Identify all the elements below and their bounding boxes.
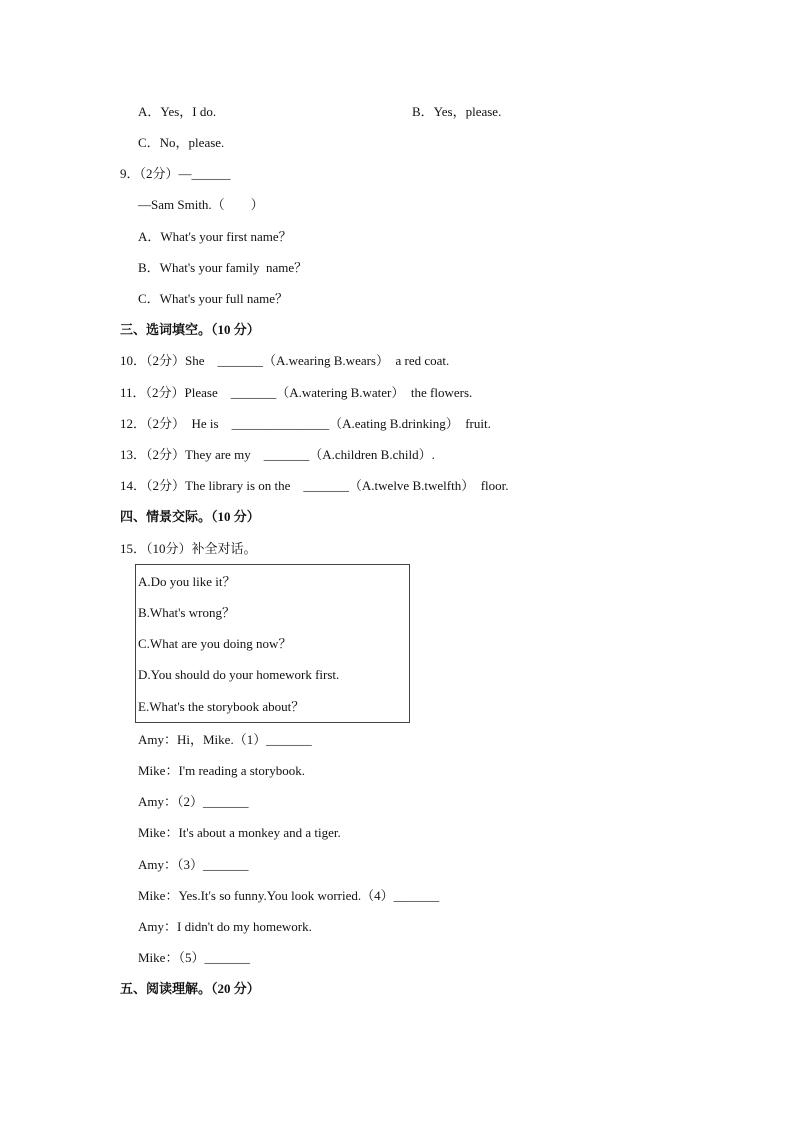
question-15-stem: 15．（10分）补全对话。 bbox=[120, 541, 257, 556]
section4-heading: 四、情景交际。（10 分） bbox=[120, 509, 260, 524]
q9-option-b: B．What's your family name？ bbox=[138, 260, 308, 275]
question-11: 11．（2分）Please _______（A.watering B.water） the flowers. bbox=[120, 385, 473, 400]
option-b: B.What's wrong？ bbox=[138, 605, 235, 620]
option-e: E.What's the storybook about？ bbox=[138, 699, 305, 714]
dialogue-line-7: Amy：I didn't do my homework. bbox=[138, 919, 312, 934]
option-a: A.Do you like it？ bbox=[138, 574, 236, 589]
question-10: 10．（2分）She _______（A.wearing B.wears） a red coat. bbox=[120, 353, 450, 368]
section3-heading: 三、选词填空。（10 分） bbox=[120, 322, 260, 337]
q9-stem: 9．（2分）—______ bbox=[120, 166, 231, 181]
section5-heading: 五、阅读理解。（20 分） bbox=[120, 981, 260, 996]
dialogue-line-8: Mike：（5）_______ bbox=[138, 950, 250, 965]
question-12: 12．（2分） He is _______________（A.eating B.drinking） fruit. bbox=[120, 416, 491, 431]
q8-option-c: C．No，please. bbox=[138, 135, 225, 150]
dialogue-line-6: Mike：Yes.It's so funny.You look worried.（4）_______ bbox=[138, 888, 440, 903]
option-d: D.You should do your homework first. bbox=[138, 667, 340, 682]
dialogue-line-1: Amy：Hi，Mike.（1）_______ bbox=[138, 732, 312, 747]
q9-answer-line: —Sam Smith.（ ） bbox=[138, 197, 264, 212]
dialogue-line-3: Amy：（2）_______ bbox=[138, 794, 249, 809]
question-14: 14．（2分）The library is on the _______（A.twelve B.twelfth） floor. bbox=[120, 478, 509, 493]
dialogue-line-4: Mike：It's about a monkey and a tiger. bbox=[138, 825, 341, 840]
dialogue-line-5: Amy：（3）_______ bbox=[138, 857, 249, 872]
q8-option-a: A．Yes，I do. bbox=[138, 104, 217, 119]
option-c: C.What are you doing now？ bbox=[138, 636, 292, 651]
dialogue-line-2: Mike：I'm reading a storybook. bbox=[138, 763, 305, 778]
q8-option-b: B．Yes，please. bbox=[412, 104, 502, 119]
q9-option-c: C．What's your full name？ bbox=[138, 291, 289, 306]
q9-option-a: A．What's your first name？ bbox=[138, 229, 292, 244]
question-13: 13．（2分）They are my _______（A.children B.child）. bbox=[120, 447, 435, 462]
